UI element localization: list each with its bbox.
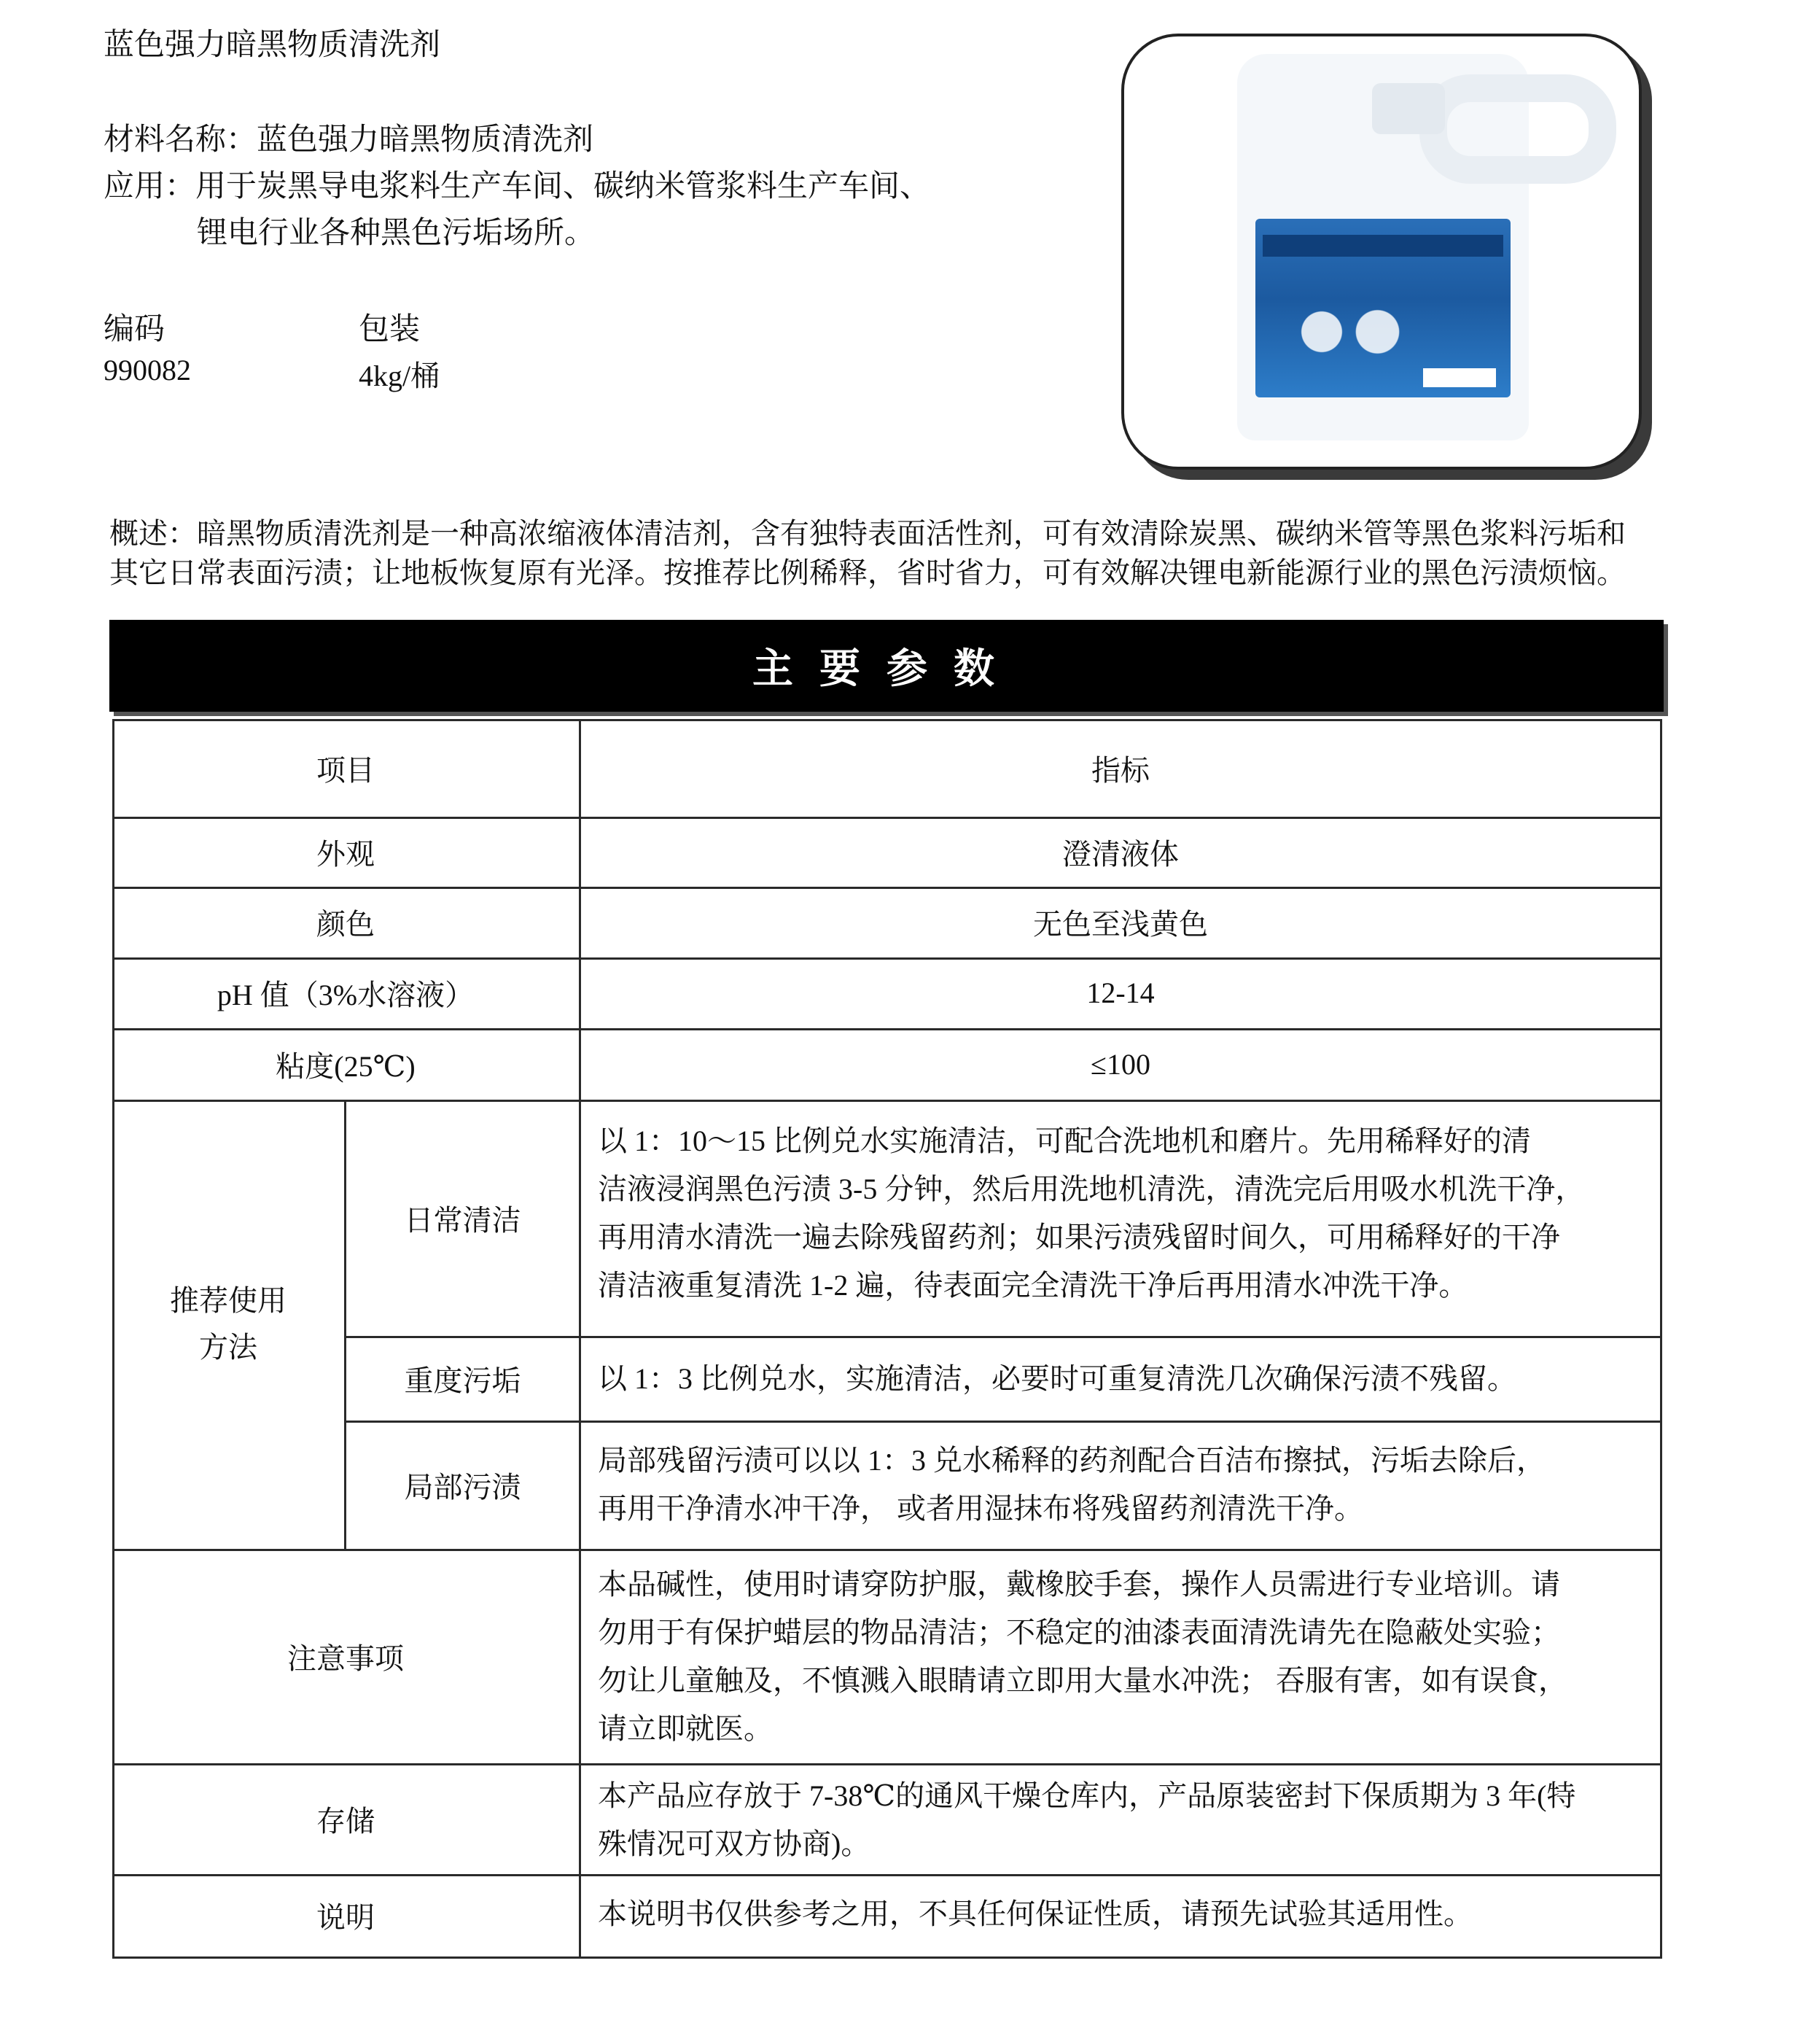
- parameters-table: [112, 719, 1662, 1959]
- caution-line: 请立即就医。: [598, 1712, 773, 1745]
- product-photo-frame: [1121, 34, 1642, 470]
- package-label: 包装: [359, 311, 421, 346]
- note-label: 说明: [316, 1901, 375, 1934]
- application-line-2: 锂电行业各种黑色污垢场所。: [197, 214, 596, 250]
- usage-method-label-line-1: 推荐使用: [170, 1284, 287, 1317]
- application-line-1: 用于炭黑导电浆料生产车间、碳纳米管浆料生产车间、: [195, 168, 931, 203]
- application-label: 应用：: [104, 168, 196, 203]
- caution-label: 注意事项: [287, 1641, 404, 1675]
- storage-line: 殊情况可双方协商)。: [598, 1827, 870, 1860]
- daily-cleaning-line: 洁液浸润黑色污渍 3-5 分钟，然后用洗地机清洗，清洗完后用吸水机洗干净，: [598, 1173, 1585, 1205]
- color-item-cell: 颜色: [316, 908, 375, 941]
- material-name-value: 蓝色强力暗黑物质清洗剂: [257, 121, 594, 157]
- material-name-label: 材料名称：: [104, 121, 257, 157]
- jug-cap-shape: [1372, 83, 1445, 134]
- material-name-row: [104, 115, 593, 159]
- code-value: 990082: [104, 354, 191, 386]
- caution-text: [598, 1561, 1645, 1753]
- label-badges-shape: [1285, 306, 1408, 357]
- overview-line-1: 概述：暗黑物质清洗剂是一种高浓缩液体清洁剂，含有独特表面活性剂，可有效清除炭黑、碳纳米管等黑色浆料污垢和: [109, 517, 1626, 551]
- local-stain-label: 局部污渍: [404, 1470, 521, 1504]
- ph-item-cell: pH 值（3%水溶液）: [217, 979, 475, 1011]
- viscosity-item-cell: 粘度(25℃): [276, 1049, 416, 1083]
- local-stain-line: 再用干净清水冲干净， 或者用湿抹布将残留药剂清洗干净。: [598, 1492, 1363, 1525]
- code-label: 编码: [104, 311, 165, 346]
- header-item-cell: 项目: [316, 753, 375, 787]
- label-band-shape: [1263, 235, 1503, 257]
- table-border-right: [1660, 719, 1662, 1959]
- usage-method-label-line-2: 方法: [199, 1331, 257, 1364]
- application-row: [104, 162, 930, 206]
- local-stain-line: 局部残留污渍可以以 1：3 兑水稀释的药剂配合百洁布擦拭，污垢去除后，: [598, 1444, 1546, 1477]
- storage-text: [598, 1772, 1645, 1868]
- storage-line: 本产品应存放于 7-38℃的通风干燥仓库内，产品原装密封下保质期为 3 年(特: [598, 1779, 1576, 1812]
- row-divider: [112, 1100, 1662, 1102]
- header-spec-cell: 指标: [1091, 753, 1150, 787]
- daily-cleaning-line: 以 1：10～15 比例兑水实施清洁，可配合洗地机和磨片。先用稀释好的清: [598, 1124, 1531, 1157]
- label-barcode-shape: [1423, 368, 1496, 387]
- table-border-bottom: [112, 1956, 1662, 1959]
- caution-line: 勿让儿童触及，不慎溅入眼睛请立即用大量水冲洗； 吞服有害，如有误食，: [598, 1664, 1567, 1697]
- caution-line: 本品碱性，使用时请穿防护服，戴橡胶手套，操作人员需进行专业培训。请: [598, 1568, 1560, 1601]
- appearance-item-cell: 外观: [316, 837, 375, 871]
- appearance-spec-cell: 澄清液体: [1062, 837, 1179, 871]
- color-spec-cell: 无色至浅黄色: [1033, 908, 1208, 941]
- document-title: 蓝色强力暗黑物质清洗剂: [104, 26, 441, 62]
- usage-method-cell: [112, 1100, 344, 1549]
- jug-handle-shape: [1419, 74, 1616, 184]
- section-header-bar: [109, 620, 1664, 712]
- caution-line: 勿用于有保护蜡层的物品清洁；不稳定的油漆表面清洗请先在隐蔽处实验；: [598, 1616, 1560, 1649]
- note-text: [598, 1890, 1645, 1938]
- heavy-dirt-label: 重度污垢: [404, 1364, 521, 1397]
- ph-spec-cell: 12-14: [1086, 976, 1155, 1009]
- daily-cleaning-line: 清洁液重复清洗 1-2 遍，待表面完全清洗干净后再用清水冲洗干净。: [598, 1269, 1468, 1302]
- overview-paragraph: [109, 514, 1699, 593]
- heavy-dirt-line: 以 1：3 比例兑水，实施清洁，必要时可重复清洗几次确保污渍不残留。: [598, 1362, 1516, 1395]
- daily-cleaning-text: [598, 1117, 1645, 1310]
- overview-line-2: 其它日常表面污渍；让地板恢复原有光泽。按推荐比例稀释，省时省力，可有效解决锂电新能源行业的黑色污渍烦恼。: [109, 556, 1626, 590]
- section-title: 主要参数: [752, 645, 1021, 693]
- storage-label: 存储: [316, 1804, 375, 1838]
- viscosity-spec-cell: ≤100: [1091, 1047, 1150, 1081]
- daily-cleaning-line: 再用清水清洗一遍去除残留药剂；如果污渍残留时间久，可用稀释好的干净: [598, 1221, 1560, 1254]
- product-label-graphic: [1255, 219, 1511, 397]
- package-value: 4kg/桶: [359, 360, 440, 392]
- heavy-dirt-text: [598, 1355, 1645, 1403]
- local-stain-text: [598, 1437, 1645, 1533]
- daily-cleaning-label: 日常清洁: [404, 1203, 521, 1237]
- note-line: 本说明书仅供参考之用，不具任何保证性质，请预先试验其适用性。: [598, 1897, 1473, 1930]
